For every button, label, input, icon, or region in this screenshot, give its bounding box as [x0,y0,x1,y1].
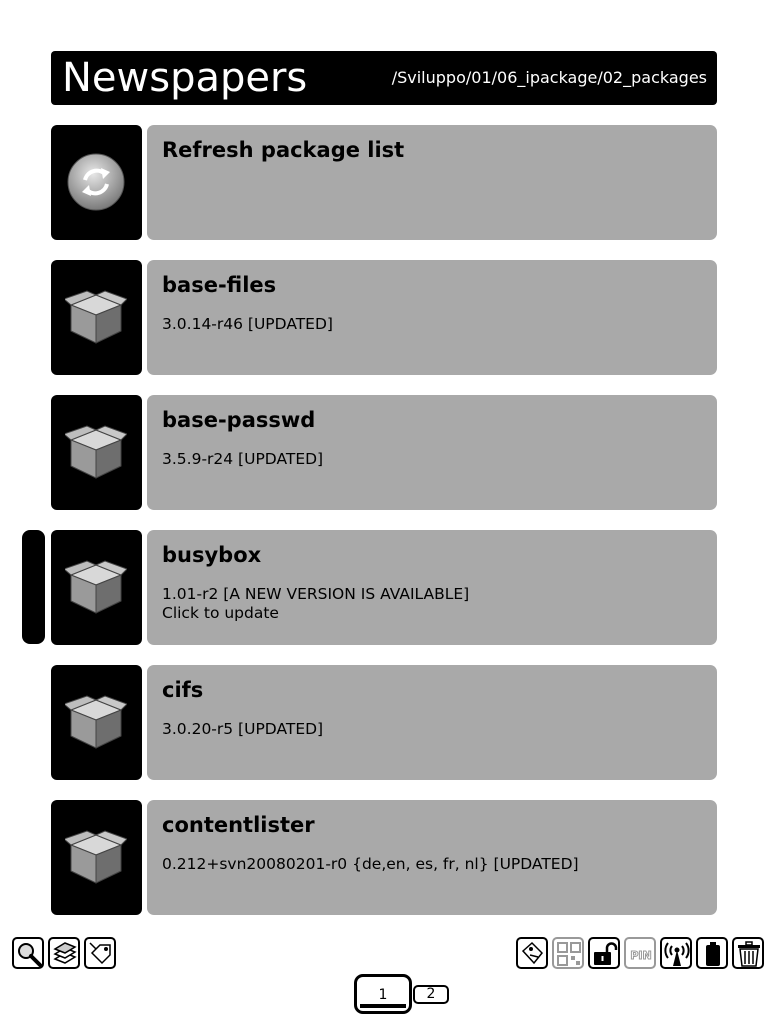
item-version: 3.0.20-r5 [UPDATED] [162,720,324,738]
page-title: Newspapers [62,55,308,101]
page-2-tab[interactable]: 2 [413,985,449,1004]
list-item-thumbnail[interactable] [51,800,142,915]
wireless-button[interactable] [660,937,692,969]
list-item-card[interactable] [147,260,717,375]
item-name: Refresh package list [162,138,405,162]
list-item-package[interactable] [0,665,768,780]
tag-button[interactable] [516,937,548,969]
item-name: busybox [162,543,262,567]
list-item-package[interactable] [0,395,768,510]
header-bar [51,51,717,105]
books-button[interactable] [48,937,80,969]
folder-path: /Sviluppo/01/06_ipackage/02_packages [391,68,707,87]
package-box-icon [65,420,127,482]
tag-pen-button[interactable] [84,937,116,969]
books-stack-icon [52,941,78,967]
list-item-package-selected[interactable] [0,530,768,645]
battery-button[interactable] [696,937,728,969]
package-box-icon [65,825,127,887]
item-version: 3.5.9-r24 [UPDATED] [162,450,324,468]
page-1-tab[interactable] [354,974,412,1014]
list-item-thumbnail[interactable] [51,530,142,645]
selection-marker [22,530,45,644]
package-box-icon [65,690,127,752]
battery-icon [700,941,726,967]
unlock-button[interactable] [588,937,620,969]
item-name: base-passwd [162,408,316,432]
tag-icon [520,941,546,967]
pin-label: PIN [630,949,652,962]
item-name: cifs [162,678,204,702]
list-item-card[interactable] [147,530,717,645]
list-item-thumbnail[interactable] [51,395,142,510]
current-page-number: 1 [378,987,388,1003]
list-item-package[interactable] [0,800,768,915]
item-version: 3.0.14-r46 [UPDATED] [162,315,333,333]
current-page-indicator [360,1004,406,1008]
list-item-card[interactable] [147,125,717,240]
search-button[interactable] [12,937,44,969]
qr-code-button[interactable] [552,937,584,969]
item-version: 0.212+svn20080201-r0 {de,en, es, fr, nl} [UPDATED] [162,855,579,873]
trash-icon [736,941,762,967]
unlock-icon [592,941,618,967]
qr-code-icon [556,941,582,967]
search-icon [16,941,42,967]
list-item-card[interactable] [147,395,717,510]
list-item-thumbnail[interactable] [51,125,142,240]
list-item-thumbnail[interactable] [51,260,142,375]
pin-button[interactable] [624,937,656,969]
pin-icon [628,941,654,967]
trash-button[interactable] [732,937,764,969]
list-item-refresh[interactable] [0,125,768,240]
package-box-icon [65,555,127,617]
list-item-package[interactable] [0,260,768,375]
package-box-icon [65,285,127,347]
refresh-icon [65,150,127,212]
tag-pen-icon [88,941,114,967]
item-name: contentlister [162,813,315,837]
list-item-card[interactable] [147,800,717,915]
list-item-thumbnail[interactable] [51,665,142,780]
list-item-card[interactable] [147,665,717,780]
item-name: base-files [162,273,277,297]
wireless-icon [664,941,690,967]
item-version: 1.01-r2 [A NEW VERSION IS AVAILABLE] Click to update [162,585,470,622]
